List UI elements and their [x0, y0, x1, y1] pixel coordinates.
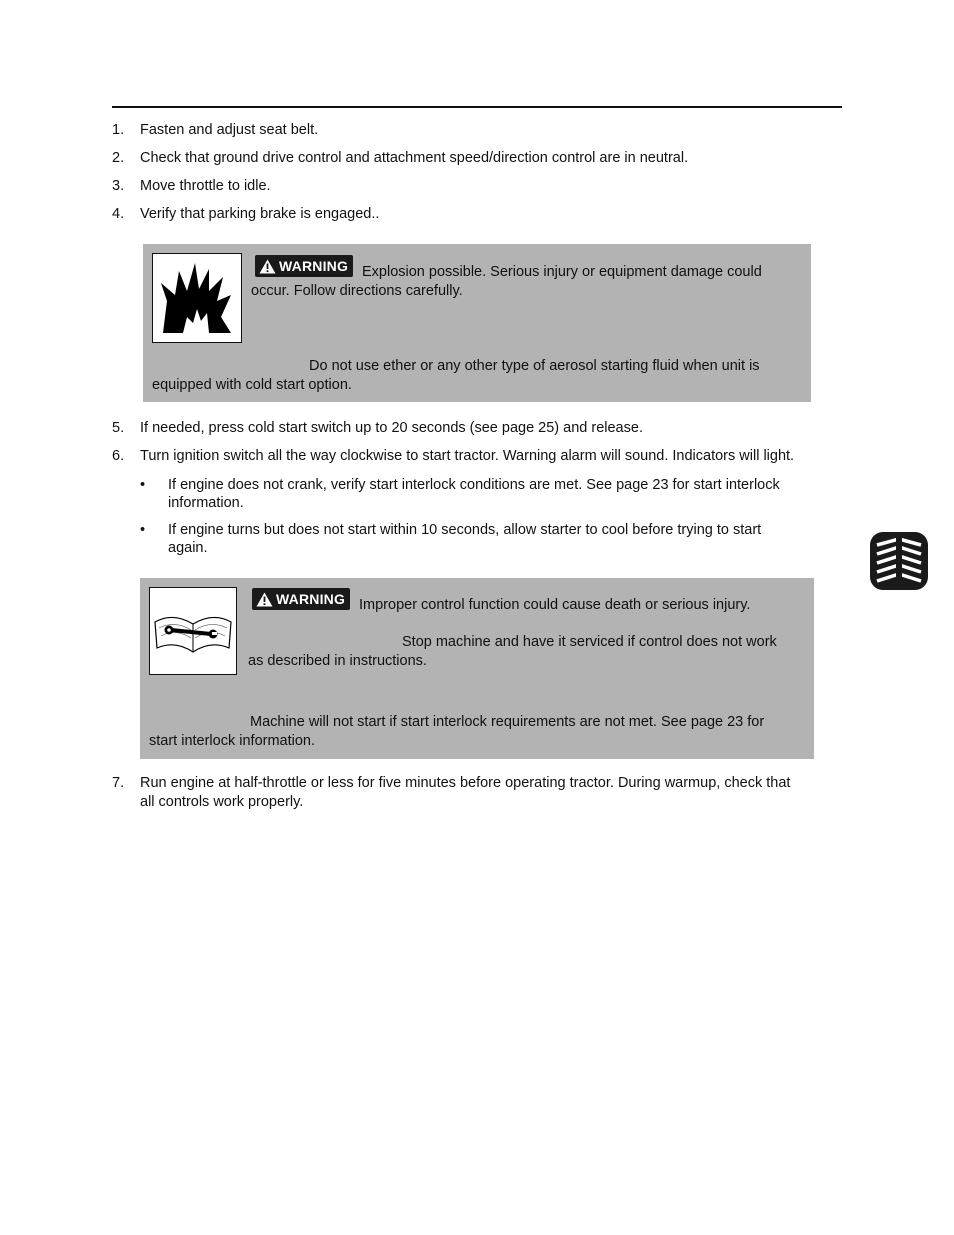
warning-text: Explosion possible. Serious injury or equipment damage could	[362, 264, 762, 280]
bullet-dot: •	[140, 522, 146, 538]
explosion-warning-box	[143, 244, 811, 402]
step-text	[140, 774, 847, 812]
step-line: all controls work properly.	[140, 794, 304, 810]
step-text: Turn ignition switch all the way clockwise to start tractor. Warning alarm will sound. Indicators will light.	[140, 448, 795, 464]
manual-icon-frame	[149, 587, 237, 675]
step-number: 2.	[112, 150, 125, 166]
warning-badge	[252, 588, 350, 610]
warning-text: start interlock information.	[149, 733, 316, 749]
bullet-text	[168, 476, 840, 512]
bullet-line: information.	[168, 495, 244, 511]
warning-badge-label: WARNING	[276, 591, 346, 607]
manual-wrench-icon	[153, 608, 233, 658]
warning-badge	[255, 255, 353, 277]
step-text: Verify that parking brake is engaged..	[140, 206, 380, 222]
tire-tread-icon	[869, 531, 929, 591]
explosion-icon-frame	[152, 253, 242, 343]
step-number: 3.	[112, 178, 125, 194]
step-number: 1.	[112, 122, 125, 138]
bullet-text	[168, 521, 840, 557]
step-text: Check that ground drive control and attachment speed/direction control are in neutral.	[140, 150, 689, 166]
control-warning-box	[140, 578, 814, 759]
bullet-line: again.	[168, 540, 208, 556]
header-rule	[112, 106, 842, 108]
warning-text: Machine will not start if start interlock requirements are not met. See page 23 for	[250, 714, 765, 730]
step-number: 7.	[112, 775, 125, 791]
step-line: Run engine at half-throttle or less for five minutes before operating tractor. During warmup, check that	[140, 775, 791, 791]
warning-text: Improper control function could cause death or serious injury.	[359, 597, 751, 613]
step-text: Fasten and adjust seat belt.	[140, 122, 319, 138]
warning-text: occur. Follow directions carefully.	[251, 283, 463, 299]
bullet-line: If engine does not crank, verify start interlock conditions are met. See page 23 for start interlock	[168, 477, 780, 493]
bullet-dot: •	[140, 477, 146, 493]
explosion-icon	[161, 261, 233, 335]
warning-text: Do not use ether or any other type of aerosol starting fluid when unit is	[309, 358, 760, 374]
warning-badge-label: WARNING	[279, 258, 349, 274]
step-number: 5.	[112, 420, 125, 436]
warning-text: equipped with cold start option.	[152, 377, 352, 393]
warning-text: as described in instructions.	[248, 653, 427, 669]
step-number: 4.	[112, 206, 125, 222]
bullet-line: If engine turns but does not start within 10 seconds, allow starter to cool before trying to start	[168, 522, 762, 538]
step-text: Move throttle to idle.	[140, 178, 271, 194]
warning-text: Stop machine and have it serviced if control does not work	[402, 634, 777, 650]
step-text: If needed, press cold start switch up to 20 seconds (see page 25) and release.	[140, 420, 643, 436]
warning-triangle-icon	[256, 592, 273, 607]
warning-triangle-icon	[259, 259, 276, 274]
step-number: 6.	[112, 448, 125, 464]
